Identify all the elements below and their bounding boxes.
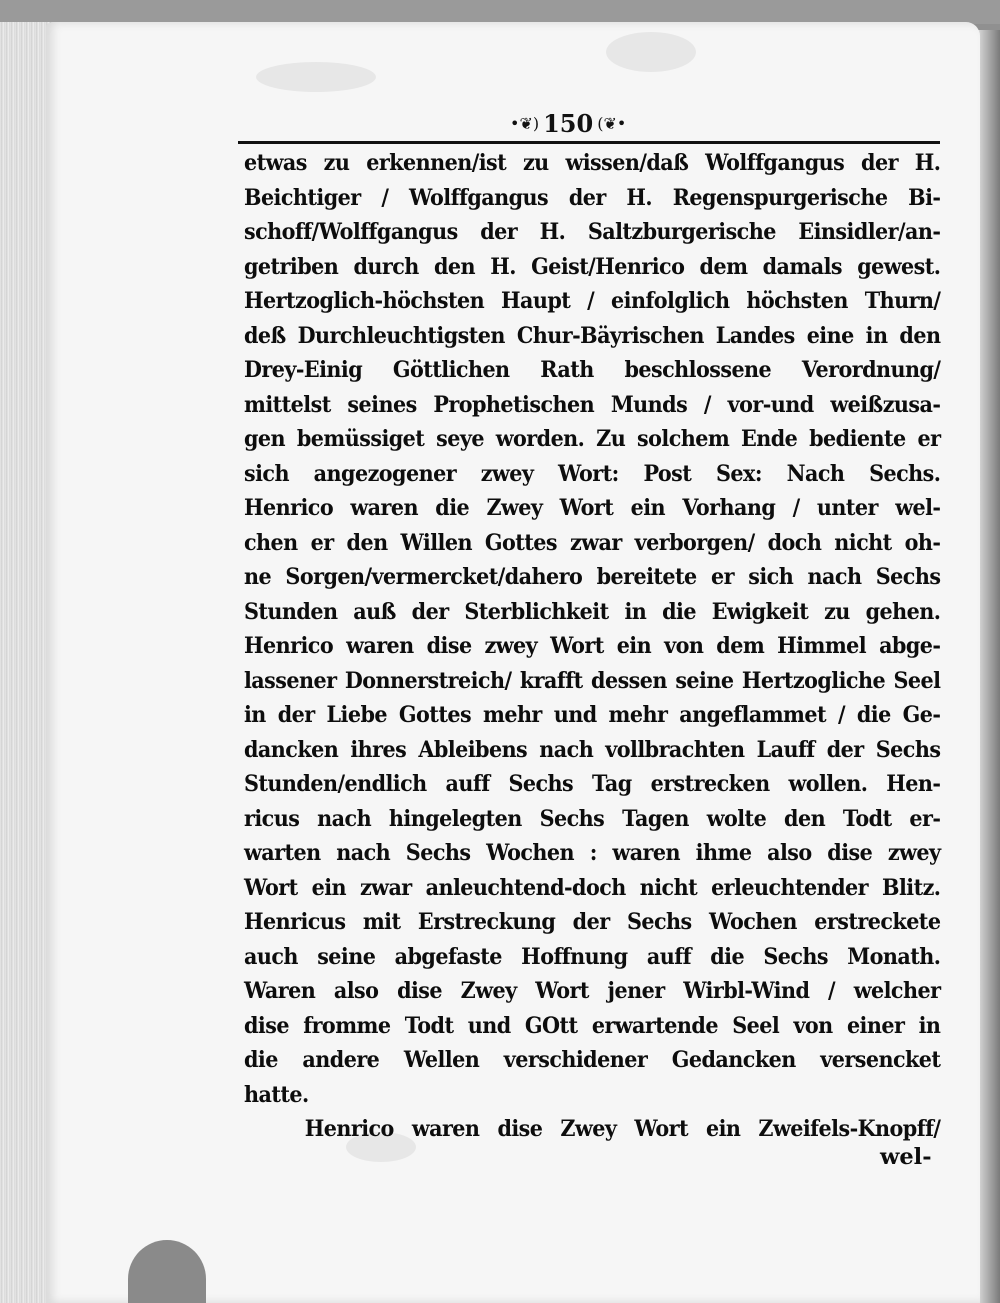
text-line: Stunden auß der Sterblichkeit in die Ewigkeit zu gehen. <box>244 598 941 625</box>
text-line: Henrico waren dise zwey Wort ein von dem Himmel abge- <box>244 633 941 659</box>
text-line: deß Durchleuchtigsten Chur-Bäyrischen Landes eine in den <box>244 322 941 349</box>
text-line: Henrico waren die Zwey Wort ein Vorhang / unter wel- <box>244 495 941 521</box>
text-line: Hertzoglich-höchsten Haupt / einfolglich höchsten Thurn/ <box>244 288 941 314</box>
paper-stain <box>256 62 376 92</box>
text-line: Drey-Einig Göttlichen Rath beschlossene Verordnung/ <box>244 357 941 383</box>
text-line: auch seine abgefaste Hoffnung auff die Sechs Monath. <box>244 943 941 970</box>
text-line: dancken ihres Ableibens nach vollbrachten Lauff der Sechs <box>244 736 941 763</box>
page-stack-edge <box>0 22 50 1303</box>
text-line: die andere Wellen verschidener Gedancken versencket <box>244 1047 941 1073</box>
ornament-right: (❦• <box>597 113 627 133</box>
text-line: warten nach Sechs Wochen : waren ihme also dise zwey <box>244 840 941 866</box>
text-line: Henricus mit Erstreckung der Sechs Wochen erstreckete <box>244 909 941 935</box>
text-line: Stunden/endlich auff Sechs Tag erstrecken wollen. Hen- <box>244 771 941 797</box>
scan-background <box>0 0 1000 24</box>
page-number: 150 <box>543 108 594 138</box>
paper-stain <box>606 32 696 72</box>
text-line: etwas zu erkennen/ist zu wissen/daß Wolffgangus der H. <box>244 150 941 176</box>
text-line: schoff/Wolffgangus der H. Saltzburgerische Einsidler/an- <box>244 219 941 245</box>
text-line: sich angezogener zwey Wort: Post Sex: Nach Sechs. <box>244 460 941 487</box>
running-header <box>510 108 660 138</box>
text-line: lassener Donnerstreich/ krafft dessen seine Hertzogliche Seel <box>244 667 941 694</box>
text-line: ricus nach hingelegten Sechs Tagen wolte den Todt er- <box>244 805 941 832</box>
text-line: Henrico waren dise Zwey Wort ein Zweifels-Knopff/ <box>304 1116 941 1142</box>
text-line: Wort ein zwar anleuchtend-doch nicht erleuchtender Blitz. <box>244 874 941 901</box>
text-line: mittelst seines Prophetischen Munds / vor-und weißzusa- <box>244 391 941 418</box>
text-line: dise fromme Todt und GOtt erwartende Seel von einer in <box>244 1012 941 1039</box>
text-line: Waren also dise Zwey Wort jener Wirbl-Wind / welcher <box>244 978 941 1004</box>
ornament-left: •❦) <box>510 113 540 133</box>
text-line: hatte. <box>244 1081 309 1108</box>
text-line: chen er den Willen Gottes zwar verborgen/ doch nicht oh- <box>244 529 941 556</box>
text-line: gen bemüssiget seye worden. Zu solchem Ende bediente er <box>244 426 941 452</box>
catchword: wel- <box>880 1144 932 1170</box>
text-line: getriben durch den H. Geist/Henrico dem damals gewest. <box>244 253 941 280</box>
body-text <box>244 146 940 1147</box>
text-line: Beichtiger / Wolffgangus der H. Regenspurgerische Bi- <box>244 184 941 211</box>
header-rule <box>238 141 940 144</box>
text-line: in der Liebe Gottes mehr und mehr angeflammet / die Ge- <box>244 702 941 728</box>
text-line: ne Sorgen/vermercket/dahero bereitete er sich nach Sechs <box>244 564 941 590</box>
page-right-edge <box>978 30 1000 1303</box>
